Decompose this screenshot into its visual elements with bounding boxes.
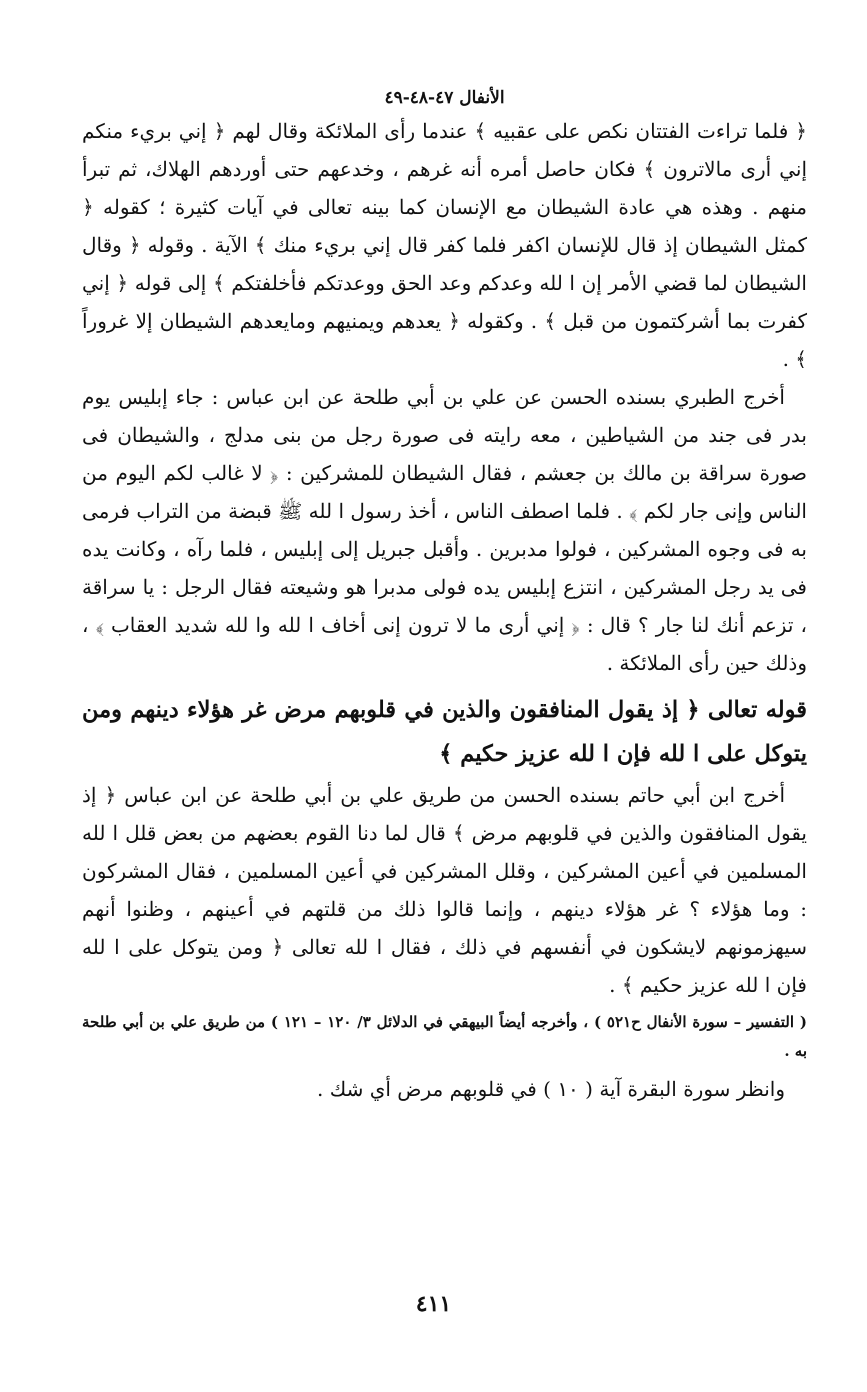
paragraph-satan-flees: ﴿ فلما تراءت الفتتان نكص على عقبيه ﴾ عندما رأى الملائكة وقال لهم ﴿ إني بريء منكم إني أرى مالاترون ﴾ فكان حاصل أمره أنه غرهم ، وخدعهم حتى أوردهم الهلاك، ثم تبرأ منهم . وهذه هي عادة الشيطان مع الإنسان كما بينه تعالى في آيات كثيرة ؛ كقوله ﴿ كمثل الشيطان إذ قال للإنسان اكفر فلما كفر قال إني بريء منك ﴾ الآية . وقوله ﴿ وقال الشيطان لما قضي الأمر إن ا لله وعدكم وعد الحق ووعدتكم فأخلفتكم ﴾ إلى قوله ﴿ إني كفرت بما أشركتمون من قبل ﴾ . وكقوله ﴿ يعدهم ويمنيهم ومايعدهم الشيطان إلا غروراً ﴾ . bbox=[82, 119, 807, 371]
running-header: الأنفال ٤٧-٤٨-٤٩ bbox=[384, 88, 505, 108]
page-content bbox=[82, 84, 807, 1108]
source-citation: ( التفسير – سورة الأنفال ح٥٢١ ) ، وأخرجه أيضاً البيهقي في الدلائل ٣/ ١٢٠ – ١٢١ ) من طريق علي بن أبي طلحة به . bbox=[82, 1013, 807, 1060]
paragraph-cross-reference: وانظر سورة البقرة آية ( ١٠ ) في قلوبهم مرض أي شك . bbox=[317, 1077, 785, 1101]
paragraph-tabari-report: أخرج الطبري بسنده الحسن عن علي بن أبي طلحة عن ابن عباس : جاء إبليس يوم بدر فى جند من الشياطين ، معه رايته فى صورة رجل من بنى مدلج ، والشيطان فى صورة سراقة بن مالك بن جعشم ، فقال الشيطان للمشركين : ﴿ لا غالب لكم اليوم من الناس وإنى جار لكم ﴾ . فلما اصطف الناس ، أخذ رسول ا لله ﷺ قبضة من التراب فرمى به فى وجوه المشركين ، فولوا مدبرين . وأقبل جبريل إلى إبليس ، فلما رآه ، وكانت يده فى يد رجل المشركين ، انتزع إبليس يده فولى مدبرا هو وشيعته فقال الرجل : يا سراقة ، تزعم أنك لنا جار ؟ قال : ﴿ إني أرى ما لا ترون إنى أخاف ا لله وا لله شديد العقاب ﴾ ، وذلك حين رأى الملائكة . bbox=[82, 385, 807, 675]
verse-heading: قوله تعالى ﴿ إذ يقول المنافقون والذين في قلوبهم مرض غر هؤلاء دينهم ومن يتوكل على ا لله فإن ا لله عزيز حكيم ﴾ bbox=[82, 697, 807, 767]
paragraph-ibn-abi-hatim-report: أخرج ابن أبي حاتم بسنده الحسن من طريق علي بن أبي طلحة عن ابن عباس ﴿ إذ يقول المنافقون والذين في قلوبهم مرض ﴾ قال لما دنا القوم بعضهم من بعض قلل ا لله المسلمين في أعين المشركين ، وقلل المشركين في أعين المسلمين ، فقال المشركون : وما هؤلاء ؟ غر هؤلاء دينهم ، وإنما قالوا ذلك من قلتهم في أعينهم ، وظنوا أنهم سيهزمونهم لايشكون في أنفسهم في ذلك ، فقال ا لله تعالى ﴿ ومن يتوكل على ا لله فإن ا لله عزيز حكيم ﴾ . bbox=[82, 783, 807, 997]
page-number: ٤١١ bbox=[415, 1291, 452, 1317]
